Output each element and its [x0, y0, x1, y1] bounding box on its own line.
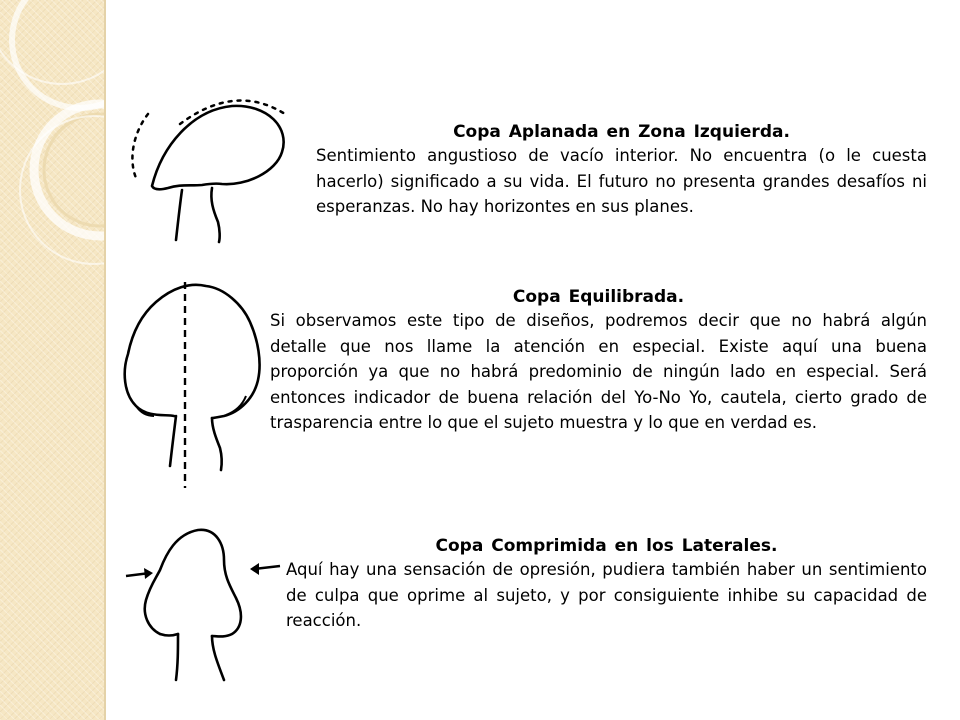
tree-crown-balanced-drawing [116, 276, 268, 496]
section-body: Si observamos este tipo de diseños, podremos decir que no habrá algún detalle que nos llame la atención en especial. Existe aquí una buena proporción ya que no habrá predominio de ningún lado en especial. Será entonces indicador de buena relación del Yo-No Yo, cautela, cierto grado de trasparencia entre lo que el sujeto muestra y lo que en verdad es. [270, 311, 927, 432]
section-balanced [270, 286, 927, 436]
section-body: Sentimiento angustioso de vacío interior. No encuentra (o le cuesta hacerlo) significado a su vida. El futuro no presenta grandes desafíos ni esperanzas. No hay horizontes en sus planes. [316, 146, 927, 216]
section-title: Copa Comprimida en los Laterales. [435, 536, 778, 556]
section-title: Copa Aplanada en Zona Izquierda. [453, 122, 790, 142]
tree-crown-compressed-sides-drawing [120, 524, 292, 684]
section-compressed-sides [286, 535, 927, 634]
decorative-circles [0, 0, 106, 720]
tree-crown-flattened-left-drawing [120, 92, 300, 254]
band-divider [104, 0, 106, 720]
section-flattened-left [316, 121, 927, 220]
section-body: Aquí hay una sensación de opresión, pudiera también haber un sentimiento de culpa que oprime al sujeto, y por consiguiente inhibe su capacidad de reacción. [286, 560, 927, 630]
decorative-left-band [0, 0, 106, 720]
section-title: Copa Equilibrada. [512, 287, 685, 307]
